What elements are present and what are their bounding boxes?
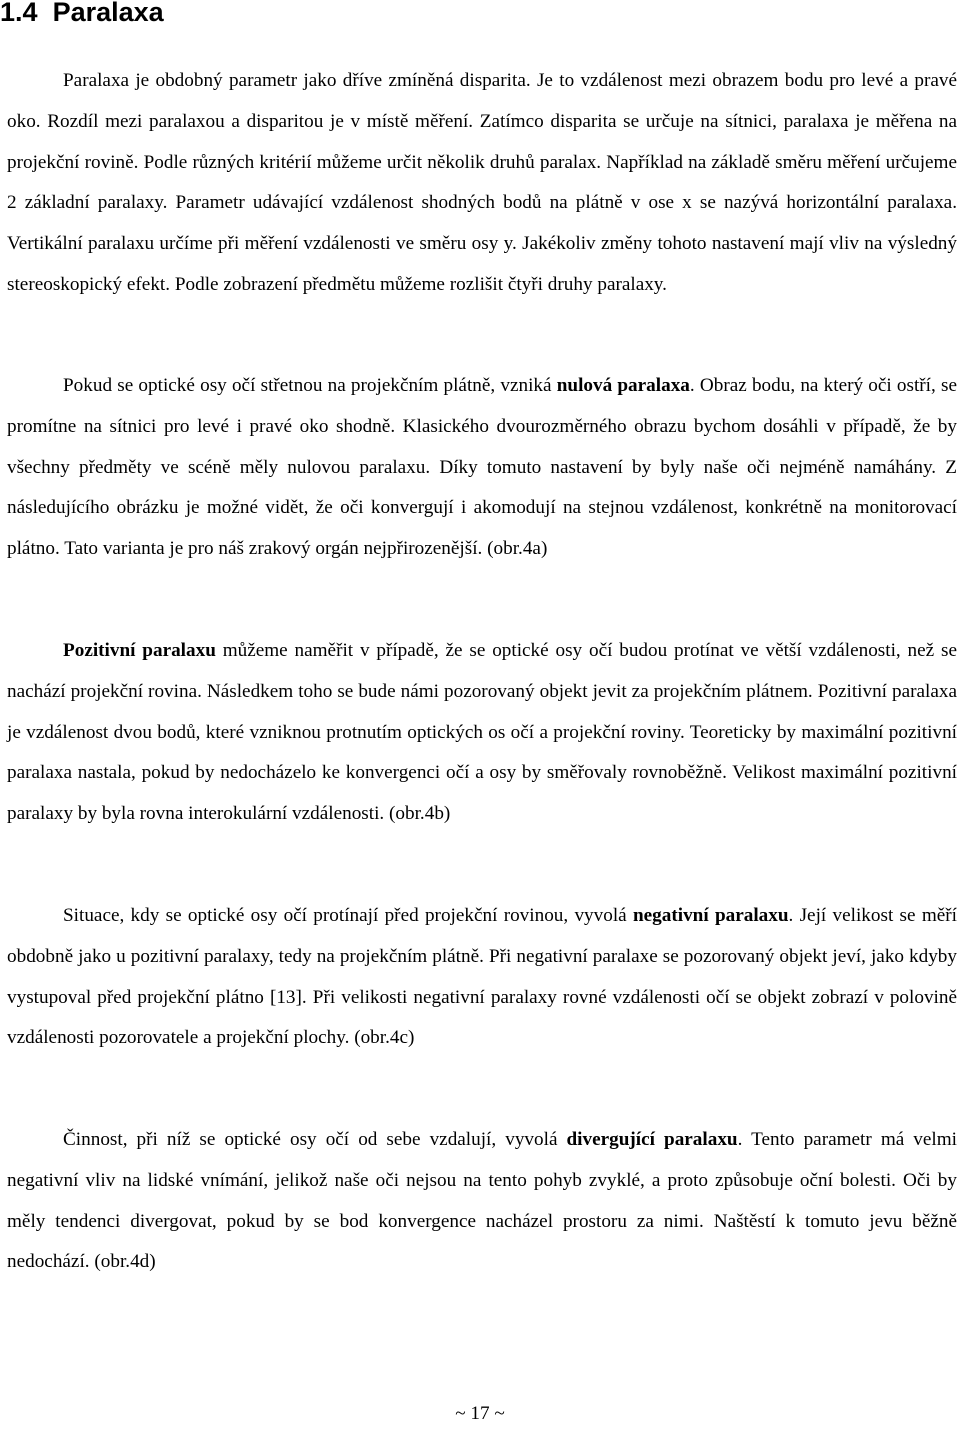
paragraph-zero-parallax [7, 366, 957, 570]
paragraph-text: můžeme naměřit v případě, že se optické osy očí budou protínat ve větší vzdálenosti, než se nachází projekční rovina. Následkem toho se bude námi pozorovaný objekt jevit za projekčním plátnem. Pozitivní paralaxa je vzdálenost dvou bodů, které vzniknou protnutím optických os očí a projekční roviny. Teoreticky by maximální pozitivní paralaxa nastala, pokud by nedocházelo ke konvergenci očí a osy by směřovaly rovnoběžně. Velikost maximální pozitivní paralaxy by byla rovna interokulární vzdálenosti. (obr.4b) [7, 640, 957, 825]
paragraph-negative-parallax [7, 896, 957, 1059]
term-divergent-parallax: divergující paralaxu [566, 1129, 738, 1150]
paragraph-text: Pokud se optické osy očí střetnou na projekčním plátně, vzniká [63, 375, 557, 396]
section-title: Paralaxa [52, 0, 164, 27]
section-heading [0, 0, 164, 30]
term-negative-parallax: negativní paralaxu [632, 905, 789, 926]
term-zero-parallax: nulová paralaxa [556, 375, 690, 396]
section-number: 1.4 [0, 0, 38, 27]
paragraph-text: Situace, kdy se optické osy očí protínají před projekční rovinou, vyvolá [63, 905, 633, 926]
paragraph-text: . Obraz bodu, na který oči ostří, se promítne na sítnici pro levé i pravé oko shodně. Klasického dvourozměrného obrazu bychom dosáhli v případě, že by všechny předměty ve scéně měly nulovou paralaxu. Díky tomuto nastavení by byly naše oči nejméně namáhány. Z následujícího obrázku je možné vidět, že oči konvergují i akomodují na stejnou vzdálenost, konkrétně na monitorovací plátno. Tato varianta je pro náš zrakový orgán nejpřirozenější. (obr.4a) [7, 375, 957, 560]
paragraph-positive-parallax [7, 631, 957, 835]
page-number: ~ 17 ~ [455, 1403, 505, 1424]
paragraph-divergent-parallax [7, 1120, 957, 1283]
paragraph-intro [7, 61, 957, 306]
paragraph-text: Paralaxa je obdobný parametr jako dříve zmíněná disparita. Je to vzdálenost mezi obrazem bodu pro levé a pravé oko. Rozdíl mezi paralaxou a disparitou je v místě měření. Zatímco disparita se určuje na sítnici, paralaxa je měřena na projekční rovině. Podle různých kritérií můžeme určit několik druhů paralax. Například na základě směru měření určujeme 2 základní paralaxy. Parametr udávající vzdálenost shodných bodů na plátně v ose x se nazývá horizontální paralaxa. Vertikální paralaxu určíme při měření vzdálenosti ve směru osy y. Jakékoliv změny tohoto nastavení mají vliv na výsledný stereoskopický efekt. Podle zobrazení předmětu můžeme rozlišit čtyři druhy paralaxy. [7, 70, 957, 295]
paragraph-text: . Její velikost se měří obdobně jako u pozitivní paralaxy, tedy na projekčním plátně. Při negativní paralaxe se pozorovaný objekt jeví, jako kdyby vystupoval před projekční plátno [13]. Při velikosti negativní paralaxy rovné vzdálenosti očí se objekt zobrazí v polovině vzdálenosti pozorovatele a projekční plochy. (obr.4c) [7, 905, 957, 1049]
paragraph-text: . Tento parametr má velmi negativní vliv na lidské vnímání, jelikož naše oči nejsou na tento pohyb zvyklé, a proto způsobuje oční bolesti. Oči by měly tendenci divergovat, pokud by se bod konvergence nacházel prostoru za nimi. Naštěstí k tomuto jevu běžně nedochází. (obr.4d) [7, 1129, 958, 1273]
term-positive-parallax: Pozitivní paralaxu [63, 640, 216, 661]
paragraph-text: Činnost, při níž se optické osy očí od sebe vzdalují, vyvolá [63, 1129, 567, 1150]
